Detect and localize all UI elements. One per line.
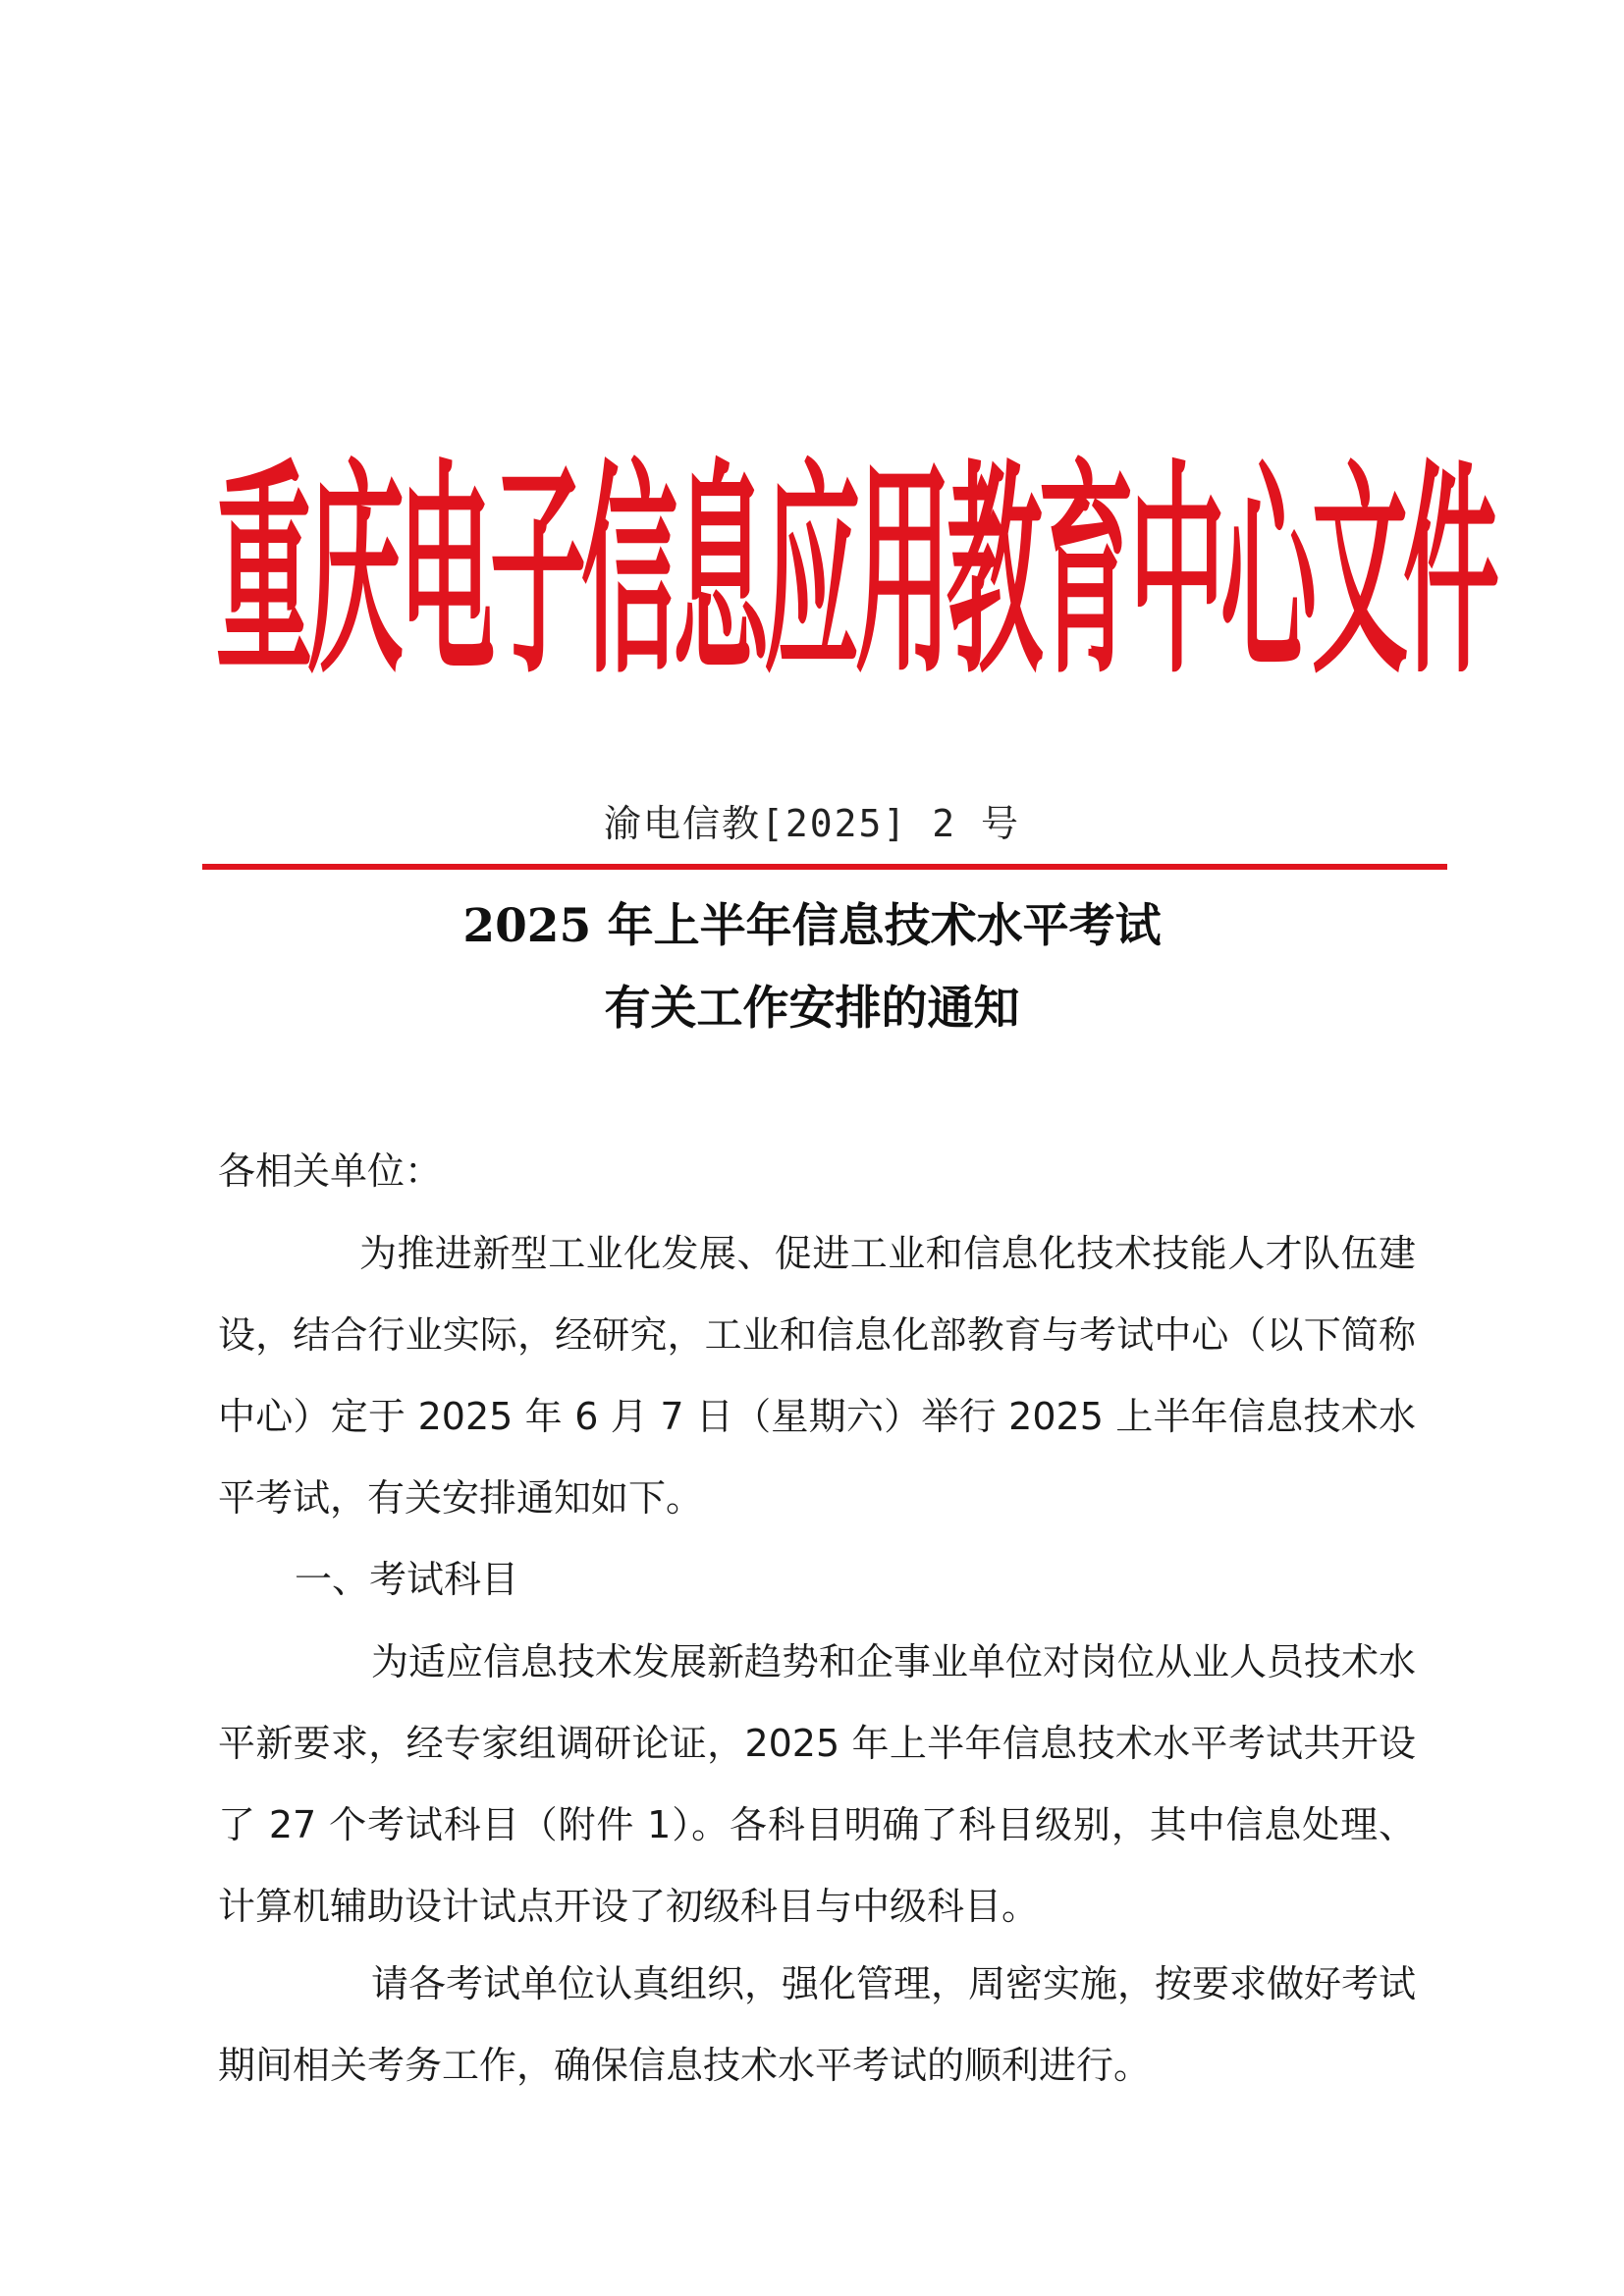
section-heading-exam-subjects: 一、考试科目 <box>295 1558 519 1601</box>
header-divider-line <box>202 864 1447 870</box>
notice-title-line1: 2025 年上半年信息技术水平考试 <box>462 899 1162 953</box>
document-number: 渝电信教[2025] 2 号 <box>604 802 1020 845</box>
notice-title-line2: 有关工作安排的通知 <box>604 982 1020 1036</box>
salutation: 各相关单位： <box>218 1149 443 1193</box>
body-paragraph-subjects: 为适应信息技术发展新趋势和企事业单位对岗位从业人员技术水平新要求，经专家组调研论证，2025 年上半年信息技术水平考试共开设了 27 个考试科目（附件 1）。各科目明确了科目级别，其中信息处理、计算机辅助设计试点开设了初级科目与中级科目。 <box>218 1640 1417 1928</box>
body-paragraph-intro: 为推进新型工业化发展、促进工业和信息化技术技能人才队伍建设，结合行业实际，经研究，工业和信息化部教育与考试中心（以下简称中心）定于 2025 年 6 月 7 日（星期六）举行 2025 上半年信息技术水平考试，有关安排通知如下。 <box>218 1232 1416 1520</box>
body-paragraph-requirements: 请各考试单位认真组织，强化管理，周密实施，按要求做好考试期间相关考务工作，确保信息技术水平考试的顺利进行。 <box>218 1962 1417 2087</box>
document-header-title: 重庆电子信息应用教育中心文件 <box>216 440 1495 707</box>
